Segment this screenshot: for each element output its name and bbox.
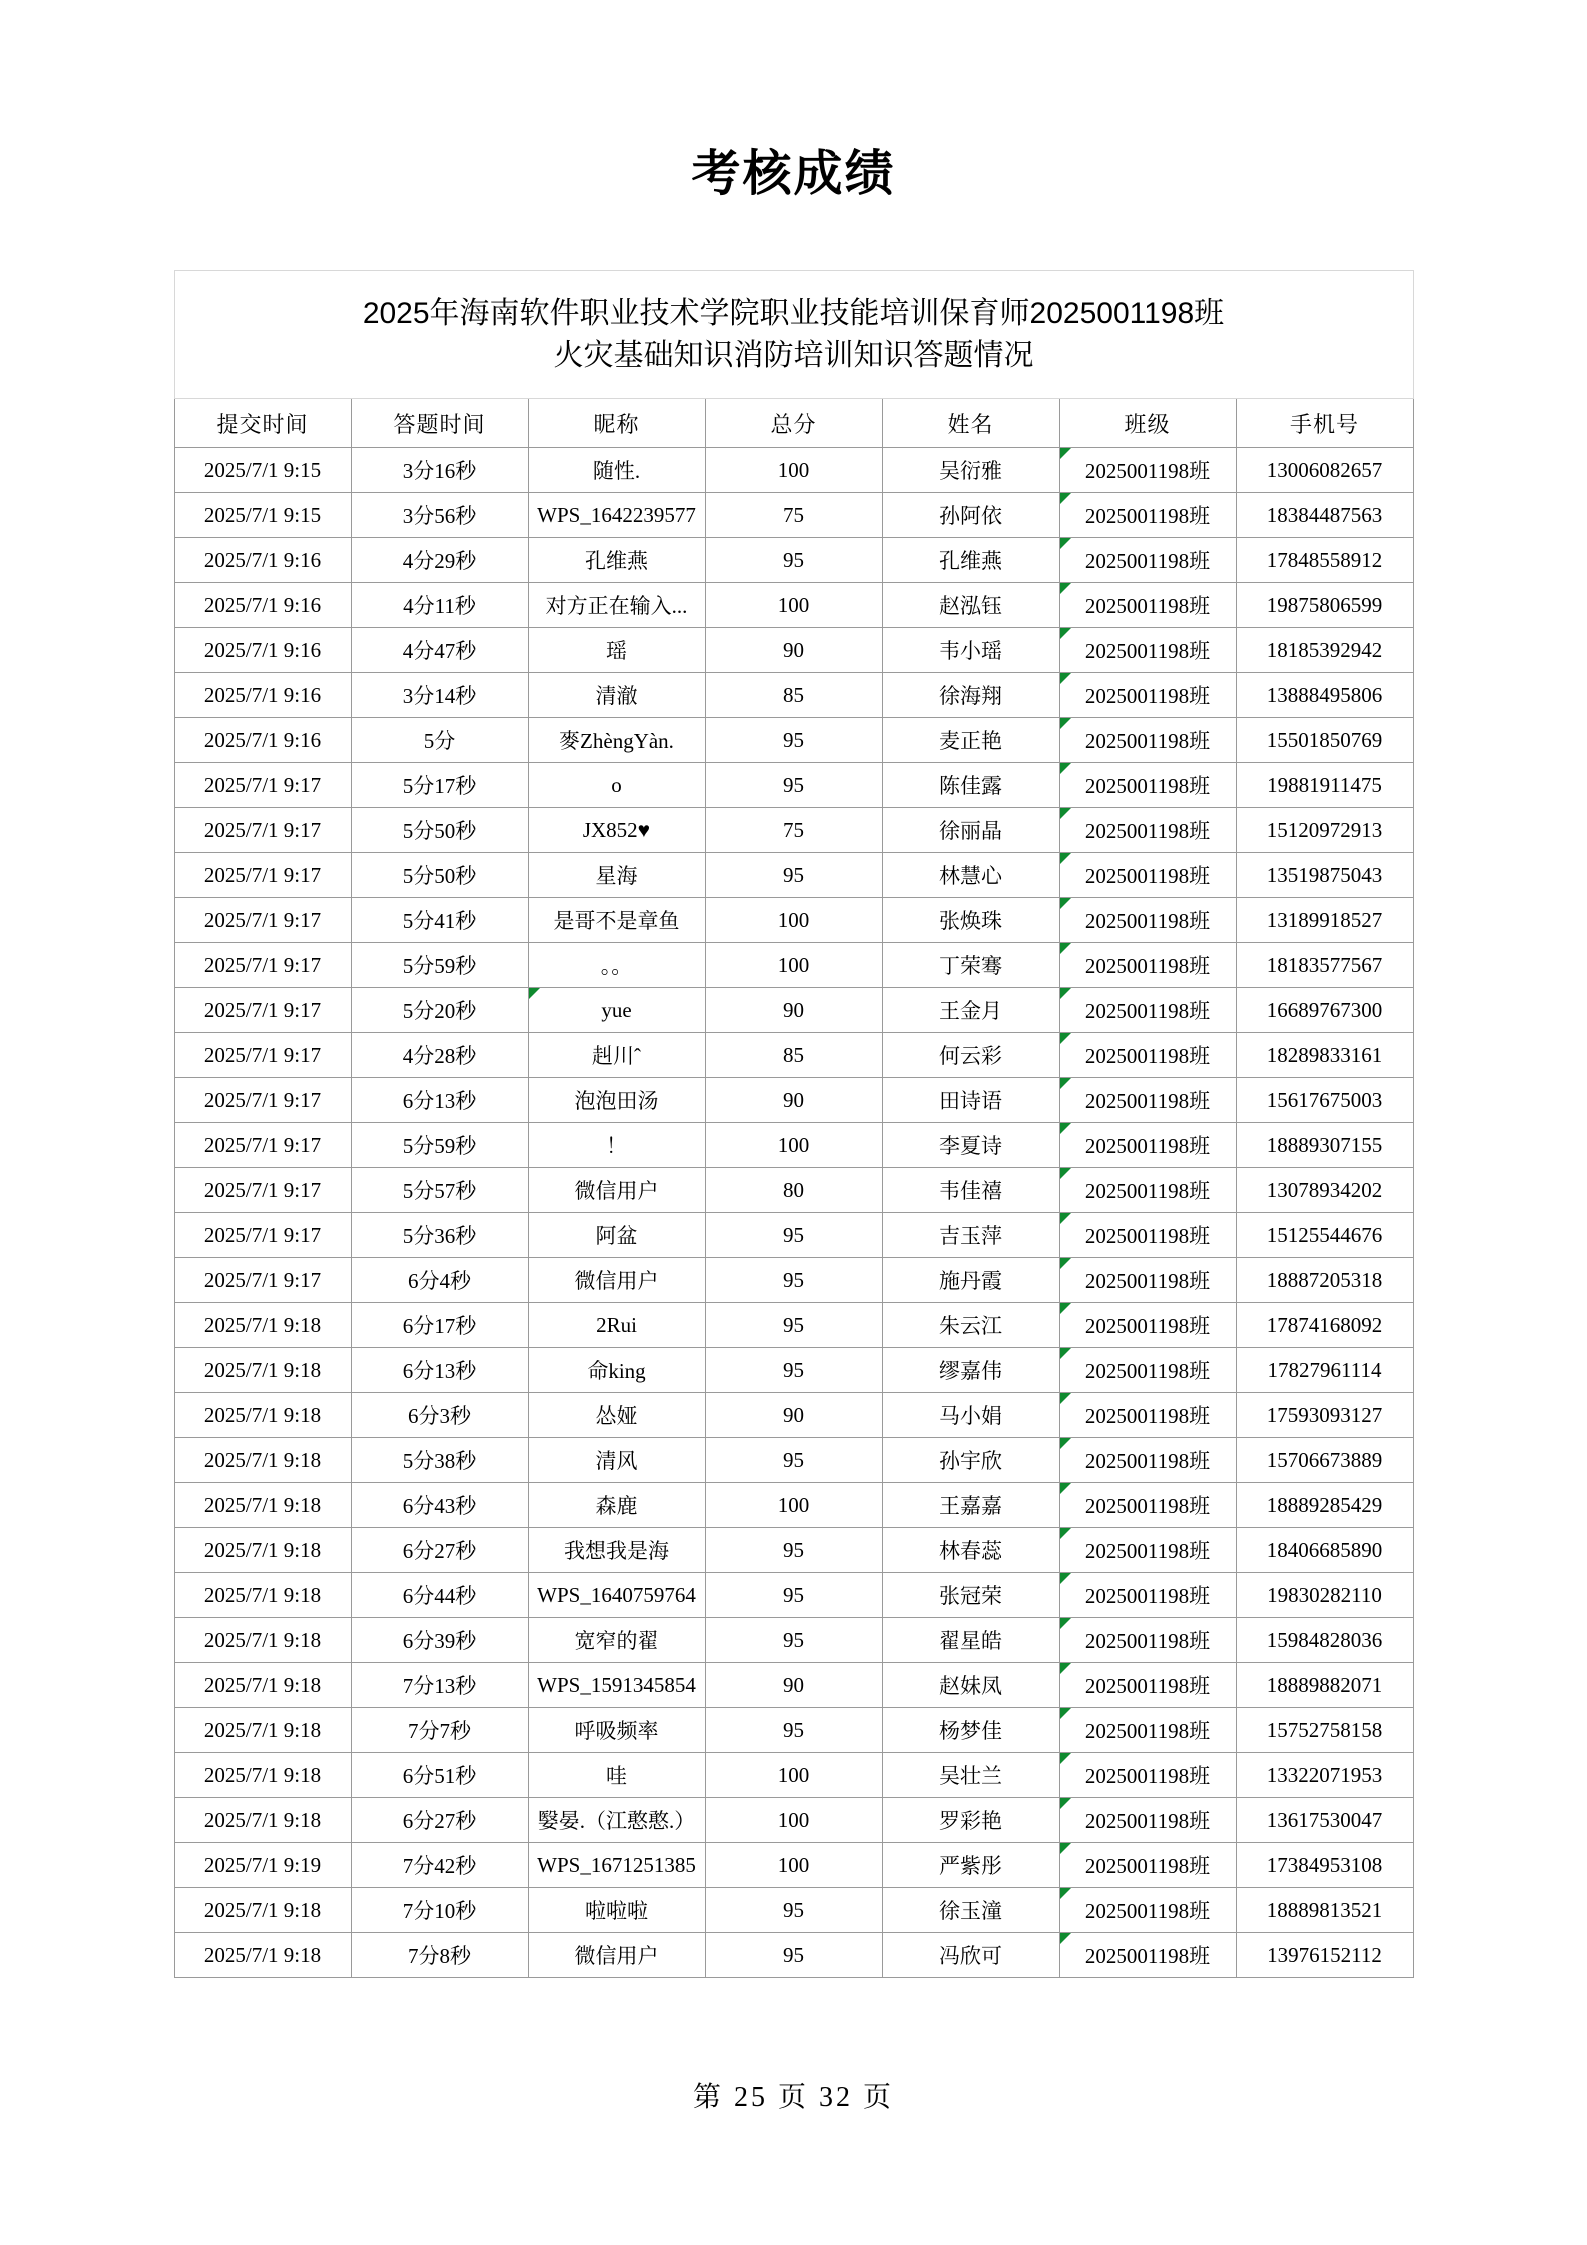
cell-answer_time: 6分4秒 [351,1258,528,1303]
cell-phone: 13322071953 [1236,1753,1413,1798]
cell-answer_time: 4分28秒 [351,1033,528,1078]
cell-nickname: 泡泡田汤 [528,1078,705,1123]
cell-nickname: 是哥不是章鱼 [528,898,705,943]
table-row [174,673,1413,718]
cell-nickname: 清澈 [528,673,705,718]
cell-phone: 18889813521 [1236,1888,1413,1933]
cell-total_score: 95 [705,1528,882,1573]
cell-total_score: 75 [705,808,882,853]
cell-class_name: 2025001198班 [1059,1573,1236,1618]
cell-total_score: 95 [705,763,882,808]
cell-answer_time: 6分27秒 [351,1528,528,1573]
cell-total_score: 95 [705,1573,882,1618]
cell-real_name: 吉玉萍 [882,1213,1059,1258]
cell-class_name: 2025001198班 [1059,1078,1236,1123]
cell-submit_time: 2025/7/1 9:17 [174,1033,351,1078]
table-row [174,1348,1413,1393]
cell-class_name: 2025001198班 [1059,1753,1236,1798]
cell-class_name: 2025001198班 [1059,1798,1236,1843]
cell-answer_time: 5分17秒 [351,763,528,808]
cell-submit_time: 2025/7/1 9:17 [174,943,351,988]
cell-nickname: 随性. [528,448,705,493]
table-row [174,1663,1413,1708]
cell-total_score: 95 [705,718,882,763]
table-row [174,628,1413,673]
cell-total_score: 100 [705,1843,882,1888]
table-row [174,988,1413,1033]
cell-real_name: 翟星皓 [882,1618,1059,1663]
cell-real_name: 朱云江 [882,1303,1059,1348]
cell-nickname: 呼吸频率 [528,1708,705,1753]
cell-phone: 19830282110 [1236,1573,1413,1618]
cell-phone: 17827961114 [1236,1348,1413,1393]
cell-phone: 13006082657 [1236,448,1413,493]
cell-submit_time: 2025/7/1 9:17 [174,898,351,943]
cell-phone: 17593093127 [1236,1393,1413,1438]
cell-total_score: 90 [705,1393,882,1438]
cell-phone: 13617530047 [1236,1798,1413,1843]
cell-class_name: 2025001198班 [1059,538,1236,583]
cell-total_score: 90 [705,1663,882,1708]
table-row [174,898,1413,943]
table-row [174,1078,1413,1123]
cell-total_score: 100 [705,1123,882,1168]
cell-total_score: 95 [705,538,882,583]
cell-phone: 18887205318 [1236,1258,1413,1303]
cell-real_name: 麦正艳 [882,718,1059,763]
column-header-submit_time: 提交时间 [174,399,351,448]
cell-nickname: yue [528,988,705,1033]
cell-total_score: 80 [705,1168,882,1213]
cell-class_name: 2025001198班 [1059,628,1236,673]
table-row [174,1213,1413,1258]
cell-answer_time: 3分56秒 [351,493,528,538]
table-row [174,1393,1413,1438]
cell-answer_time: 6分3秒 [351,1393,528,1438]
cell-class_name: 2025001198班 [1059,943,1236,988]
column-header-total_score: 总分 [705,399,882,448]
cell-answer_time: 6分13秒 [351,1348,528,1393]
cell-submit_time: 2025/7/1 9:16 [174,673,351,718]
cell-nickname: 赳川ˆ [528,1033,705,1078]
cell-submit_time: 2025/7/1 9:16 [174,628,351,673]
cell-submit_time: 2025/7/1 9:18 [174,1753,351,1798]
cell-nickname: 孔维燕 [528,538,705,583]
cell-phone: 15120972913 [1236,808,1413,853]
cell-total_score: 95 [705,1348,882,1393]
cell-class_name: 2025001198班 [1059,1303,1236,1348]
cell-nickname: 森鹿 [528,1483,705,1528]
cell-real_name: 缪嘉伟 [882,1348,1059,1393]
cell-submit_time: 2025/7/1 9:18 [174,1888,351,1933]
cell-real_name: 吴壮兰 [882,1753,1059,1798]
cell-nickname: 微信用户 [528,1933,705,1978]
cell-submit_time: 2025/7/1 9:18 [174,1393,351,1438]
cell-nickname: 清风 [528,1438,705,1483]
cell-class_name: 2025001198班 [1059,673,1236,718]
cell-class_name: 2025001198班 [1059,1483,1236,1528]
cell-phone: 19881911475 [1236,763,1413,808]
cell-total_score: 75 [705,493,882,538]
cell-nickname: 哇 [528,1753,705,1798]
cell-real_name: 冯欣可 [882,1933,1059,1978]
cell-nickname: WPS_1671251385 [528,1843,705,1888]
cell-real_name: 马小娟 [882,1393,1059,1438]
cell-submit_time: 2025/7/1 9:18 [174,1303,351,1348]
table-body [174,448,1413,1978]
cell-phone: 15752758158 [1236,1708,1413,1753]
cell-phone: 15501850769 [1236,718,1413,763]
cell-class_name: 2025001198班 [1059,1213,1236,1258]
column-header-nickname: 昵称 [528,399,705,448]
table-row [174,1573,1413,1618]
cell-nickname: 微信用户 [528,1168,705,1213]
cell-total_score: 100 [705,448,882,493]
cell-answer_time: 3分16秒 [351,448,528,493]
cell-nickname: 瑶 [528,628,705,673]
cell-answer_time: 6分51秒 [351,1753,528,1798]
cell-real_name: 杨梦佳 [882,1708,1059,1753]
cell-real_name: 丁荣骞 [882,943,1059,988]
cell-class_name: 2025001198班 [1059,1393,1236,1438]
cell-submit_time: 2025/7/1 9:16 [174,538,351,583]
cell-real_name: 孙阿依 [882,493,1059,538]
table-row [174,583,1413,628]
cell-answer_time: 5分59秒 [351,1123,528,1168]
cell-total_score: 100 [705,583,882,628]
cell-submit_time: 2025/7/1 9:17 [174,988,351,1033]
table-row [174,1753,1413,1798]
cell-nickname: o [528,763,705,808]
cell-phone: 13976152112 [1236,1933,1413,1978]
cell-phone: 18185392942 [1236,628,1413,673]
cell-submit_time: 2025/7/1 9:15 [174,448,351,493]
table-row [174,1933,1413,1978]
cell-real_name: 陈佳露 [882,763,1059,808]
cell-answer_time: 5分38秒 [351,1438,528,1483]
cell-class_name: 2025001198班 [1059,493,1236,538]
cell-total_score: 100 [705,1483,882,1528]
table-header-row [174,399,1413,448]
cell-class_name: 2025001198班 [1059,1168,1236,1213]
table-row [174,1888,1413,1933]
cell-phone: 15984828036 [1236,1618,1413,1663]
cell-submit_time: 2025/7/1 9:15 [174,493,351,538]
cell-answer_time: 6分13秒 [351,1078,528,1123]
cell-submit_time: 2025/7/1 9:18 [174,1438,351,1483]
cell-phone: 17874168092 [1236,1303,1413,1348]
cell-class_name: 2025001198班 [1059,1438,1236,1483]
cell-phone: 18889307155 [1236,1123,1413,1168]
cell-total_score: 100 [705,1753,882,1798]
cell-answer_time: 6分43秒 [351,1483,528,1528]
table-caption-row [174,270,1413,398]
table-row [174,943,1413,988]
cell-nickname: 微信用户 [528,1258,705,1303]
cell-nickname: 麥ZhèngYàn. [528,718,705,763]
table-row [174,1528,1413,1573]
cell-total_score: 100 [705,943,882,988]
cell-total_score: 95 [705,1303,882,1348]
cell-phone: 17384953108 [1236,1843,1413,1888]
cell-answer_time: 5分59秒 [351,943,528,988]
cell-real_name: 严紫彤 [882,1843,1059,1888]
cell-answer_time: 7分8秒 [351,1933,528,1978]
cell-submit_time: 2025/7/1 9:17 [174,1168,351,1213]
cell-submit_time: 2025/7/1 9:17 [174,1213,351,1258]
cell-real_name: 何云彩 [882,1033,1059,1078]
cell-class_name: 2025001198班 [1059,1618,1236,1663]
cell-answer_time: 6分27秒 [351,1798,528,1843]
table-row [174,1258,1413,1303]
cell-class_name: 2025001198班 [1059,1708,1236,1753]
cell-total_score: 95 [705,1438,882,1483]
cell-answer_time: 5分50秒 [351,808,528,853]
cell-submit_time: 2025/7/1 9:18 [174,1528,351,1573]
cell-class_name: 2025001198班 [1059,898,1236,943]
table-row [174,1438,1413,1483]
cell-nickname: 对方正在输入... [528,583,705,628]
table-row [174,1798,1413,1843]
cell-answer_time: 7分10秒 [351,1888,528,1933]
cell-real_name: 徐玉潼 [882,1888,1059,1933]
cell-total_score: 100 [705,898,882,943]
cell-answer_time: 4分47秒 [351,628,528,673]
cell-real_name: 罗彩艳 [882,1798,1059,1843]
cell-nickname: 怂娅 [528,1393,705,1438]
cell-total_score: 85 [705,1033,882,1078]
cell-class_name: 2025001198班 [1059,1933,1236,1978]
table-row [174,1708,1413,1753]
cell-phone: 13888495806 [1236,673,1413,718]
cell-real_name: 孙宇欣 [882,1438,1059,1483]
cell-class_name: 2025001198班 [1059,1843,1236,1888]
cell-nickname: WPS_1591345854 [528,1663,705,1708]
table-row [174,1483,1413,1528]
cell-submit_time: 2025/7/1 9:18 [174,1483,351,1528]
cell-answer_time: 6分39秒 [351,1618,528,1663]
cell-phone: 15125544676 [1236,1213,1413,1258]
cell-nickname: JX852♥ [528,808,705,853]
cell-total_score: 95 [705,1618,882,1663]
cell-real_name: 徐丽晶 [882,808,1059,853]
cell-answer_time: 5分20秒 [351,988,528,1033]
table-row [174,718,1413,763]
cell-class_name: 2025001198班 [1059,718,1236,763]
cell-class_name: 2025001198班 [1059,1663,1236,1708]
cell-submit_time: 2025/7/1 9:18 [174,1798,351,1843]
cell-total_score: 90 [705,628,882,673]
column-header-class_name: 班级 [1059,399,1236,448]
cell-phone: 18183577567 [1236,943,1413,988]
cell-real_name: 林慧心 [882,853,1059,898]
cell-total_score: 95 [705,1708,882,1753]
cell-phone: 17848558912 [1236,538,1413,583]
cell-class_name: 2025001198班 [1059,988,1236,1033]
cell-real_name: 韦小瑶 [882,628,1059,673]
cell-class_name: 2025001198班 [1059,583,1236,628]
cell-submit_time: 2025/7/1 9:17 [174,1078,351,1123]
table-row [174,808,1413,853]
table-row [174,1303,1413,1348]
cell-answer_time: 5分41秒 [351,898,528,943]
cell-phone: 13078934202 [1236,1168,1413,1213]
cell-submit_time: 2025/7/1 9:18 [174,1618,351,1663]
cell-submit_time: 2025/7/1 9:18 [174,1933,351,1978]
cell-submit_time: 2025/7/1 9:19 [174,1843,351,1888]
cell-total_score: 90 [705,988,882,1033]
caption-line-2: 火灾基础知识消防培训知识答题情况 [553,339,1034,373]
cell-total_score: 95 [705,1258,882,1303]
table-row [174,1168,1413,1213]
cell-phone: 15617675003 [1236,1078,1413,1123]
cell-real_name: 韦佳禧 [882,1168,1059,1213]
cell-nickname: 星海 [528,853,705,898]
cell-nickname: ！ [528,1123,705,1168]
cell-answer_time: 7分42秒 [351,1843,528,1888]
cell-answer_time: 5分36秒 [351,1213,528,1258]
cell-submit_time: 2025/7/1 9:18 [174,1573,351,1618]
cell-nickname: 宽窄的翟 [528,1618,705,1663]
cell-total_score: 95 [705,1888,882,1933]
cell-real_name: 田诗语 [882,1078,1059,1123]
cell-submit_time: 2025/7/1 9:16 [174,583,351,628]
cell-submit_time: 2025/7/1 9:17 [174,808,351,853]
cell-class_name: 2025001198班 [1059,808,1236,853]
cell-nickname: 2Rui [528,1303,705,1348]
column-header-real_name: 姓名 [882,399,1059,448]
cell-phone: 16689767300 [1236,988,1413,1033]
column-header-phone: 手机号 [1236,399,1413,448]
cell-real_name: 李夏诗 [882,1123,1059,1168]
cell-total_score: 95 [705,853,882,898]
table-row [174,853,1413,898]
cell-total_score: 100 [705,1798,882,1843]
cell-real_name: 林春蕊 [882,1528,1059,1573]
cell-class_name: 2025001198班 [1059,1123,1236,1168]
cell-real_name: 吴衍雅 [882,448,1059,493]
cell-total_score: 95 [705,1213,882,1258]
cell-nickname: 嫛晏.（江憨憨.） [528,1798,705,1843]
cell-answer_time: 4分11秒 [351,583,528,628]
cell-real_name: 徐海翔 [882,673,1059,718]
cell-answer_time: 7分7秒 [351,1708,528,1753]
page-footer: 第 25 页 32 页 [692,2082,894,2113]
cell-class_name: 2025001198班 [1059,853,1236,898]
cell-answer_time: 6分17秒 [351,1303,528,1348]
cell-submit_time: 2025/7/1 9:16 [174,718,351,763]
cell-nickname: 我想我是海 [528,1528,705,1573]
cell-class_name: 2025001198班 [1059,1888,1236,1933]
cell-answer_time: 5分57秒 [351,1168,528,1213]
cell-nickname: 命king [528,1348,705,1393]
cell-submit_time: 2025/7/1 9:18 [174,1708,351,1753]
page-title: 考核成绩 [691,147,896,201]
cell-answer_time: 5分 [351,718,528,763]
table-row [174,1618,1413,1663]
cell-phone: 18889882071 [1236,1663,1413,1708]
cell-class_name: 2025001198班 [1059,1528,1236,1573]
cell-submit_time: 2025/7/1 9:18 [174,1663,351,1708]
cell-class_name: 2025001198班 [1059,763,1236,808]
cell-answer_time: 3分14秒 [351,673,528,718]
cell-phone: 18289833161 [1236,1033,1413,1078]
cell-submit_time: 2025/7/1 9:17 [174,853,351,898]
cell-answer_time: 4分29秒 [351,538,528,583]
table-row [174,1843,1413,1888]
cell-nickname: WPS_1642239577 [528,493,705,538]
table-caption [174,270,1413,398]
table-row [174,493,1413,538]
cell-class_name: 2025001198班 [1059,1348,1236,1393]
cell-submit_time: 2025/7/1 9:17 [174,1258,351,1303]
cell-submit_time: 2025/7/1 9:17 [174,1123,351,1168]
table-row [174,448,1413,493]
cell-phone: 13519875043 [1236,853,1413,898]
cell-phone: 18406685890 [1236,1528,1413,1573]
table-row [174,1033,1413,1078]
cell-nickname: 。。 [528,943,705,988]
table-row [174,538,1413,583]
cell-phone: 13189918527 [1236,898,1413,943]
cell-submit_time: 2025/7/1 9:17 [174,763,351,808]
cell-real_name: 王嘉嘉 [882,1483,1059,1528]
cell-phone: 18889285429 [1236,1483,1413,1528]
cell-submit_time: 2025/7/1 9:18 [174,1348,351,1393]
cell-class_name: 2025001198班 [1059,448,1236,493]
column-header-answer_time: 答题时间 [351,399,528,448]
cell-real_name: 张焕珠 [882,898,1059,943]
caption-line-1: 2025年海南软件职业技术学院职业技能培训保育师2025001198班 [362,296,1225,330]
cell-class_name: 2025001198班 [1059,1033,1236,1078]
cell-phone: 15706673889 [1236,1438,1413,1483]
cell-real_name: 王金月 [882,988,1059,1033]
cell-phone: 18384487563 [1236,493,1413,538]
cell-total_score: 90 [705,1078,882,1123]
cell-total_score: 85 [705,673,882,718]
cell-real_name: 张冠荣 [882,1573,1059,1618]
cell-real_name: 赵妹凤 [882,1663,1059,1708]
results-table-container [174,270,1414,1978]
table-row [174,763,1413,808]
results-table [174,270,1414,1978]
table-row [174,1123,1413,1168]
cell-nickname: 啦啦啦 [528,1888,705,1933]
cell-answer_time: 6分44秒 [351,1573,528,1618]
cell-total_score: 95 [705,1933,882,1978]
cell-answer_time: 5分50秒 [351,853,528,898]
cell-real_name: 孔维燕 [882,538,1059,583]
cell-class_name: 2025001198班 [1059,1258,1236,1303]
cell-nickname: WPS_1640759764 [528,1573,705,1618]
cell-answer_time: 7分13秒 [351,1663,528,1708]
cell-nickname: 阿盆 [528,1213,705,1258]
cell-real_name: 赵泓钰 [882,583,1059,628]
cell-phone: 19875806599 [1236,583,1413,628]
cell-real_name: 施丹霞 [882,1258,1059,1303]
